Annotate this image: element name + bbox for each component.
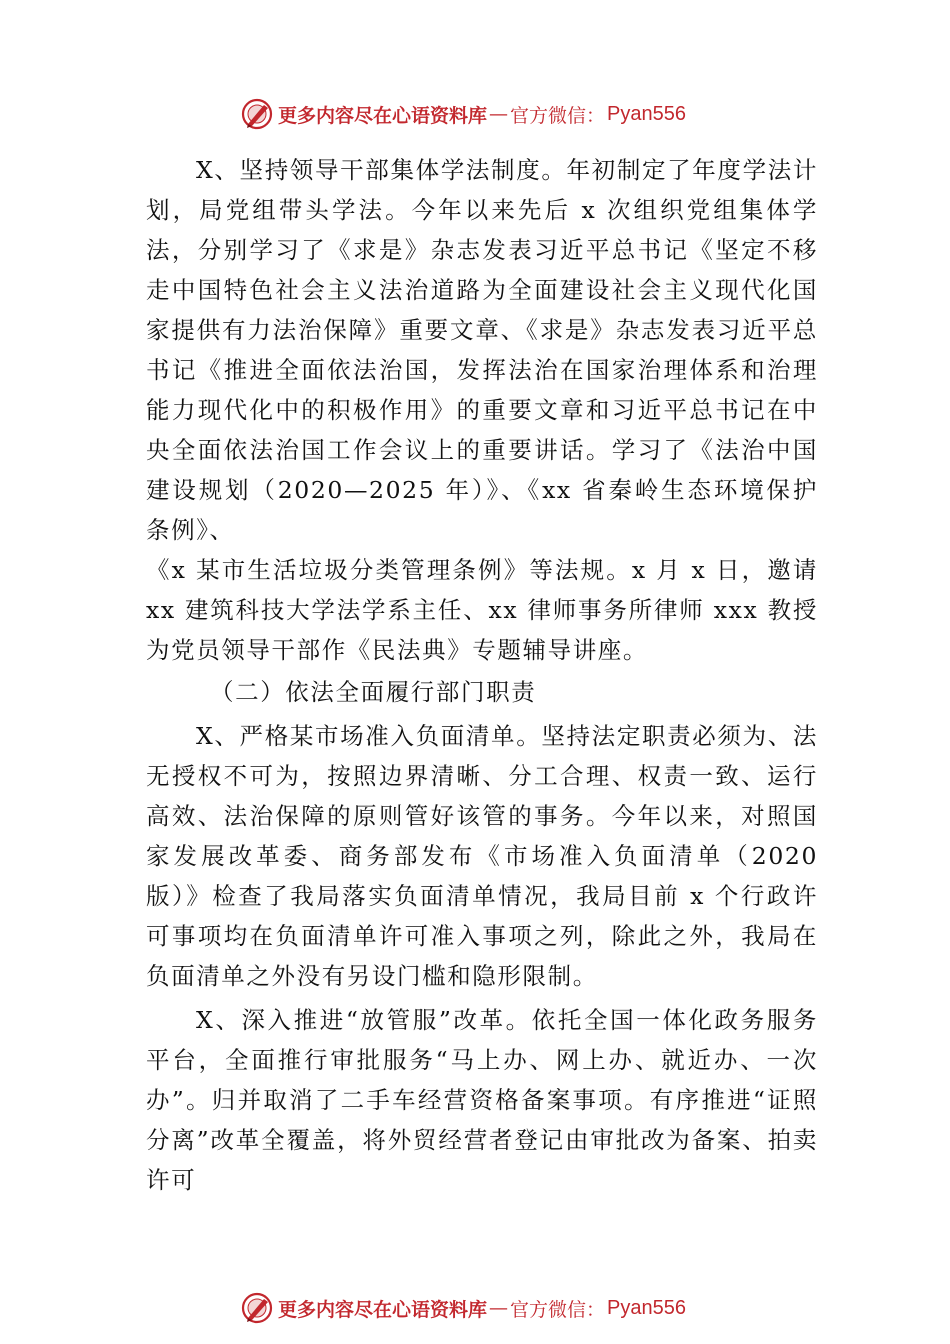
header-watermark xyxy=(240,96,760,132)
watermark-wechat-id: Pyan556 xyxy=(607,1296,686,1319)
paragraph-negative-list: X、严格某市场准入负面清单。坚持法定职责必须为、法无授权不可为，按照边界清晰、分工合理、权责一致、运行高效、法治保障的原则管好该管的事务。今年以来，对照国家发展改革委、商务部发布《市场准入负面清单（2020 版）》检查了我局落实负面清单情况，我局目前 x 个行政许可事项均在负面清单许可准入事项之列，除此之外，我局在负面清单之外没有另设门槛和隐形限制。 xyxy=(146,722,818,990)
watermark-suffix: 官方微信： xyxy=(510,1298,606,1321)
footer-watermark xyxy=(240,1290,760,1326)
pen-circle-logo-icon xyxy=(240,1291,274,1325)
watermark-wechat-id: Pyan556 xyxy=(607,102,686,125)
watermark-dash: — xyxy=(489,103,509,125)
paragraph-study-law-system: X、坚持领导干部集体学法制度。年初制定了年度学法计划，局党组带头学法。今年以来先后 x 次组织党组集体学法，分别学习了《求是》杂志发表习近平总书记《坚定不移走中国特色社会主义法治道路为全面建设社会主义现代化国家提供有力法治保障》重要文章、《求是》杂志发表习近平总书记《推进全面依法治国，发挥法治在国家治理体系和治理能力现代化中的积极作用》的重要文章和习近平总书记在中央全面依法治国工作会议上的重要讲话。学习了《法治中国建设规划（2020—2025 年）》、《xx 省秦岭生态环境保护条例》、 xyxy=(146,156,818,544)
paragraph-study-law-continued: 《x 某市生活垃圾分类管理条例》等法规。x 月 x 日，邀请 xx 建筑科技大学法学系主任、xx 律师事务所律师 xxx 教授为党员领导干部作《民法典》专题辅导讲座。 xyxy=(146,556,818,664)
pen-circle-logo-icon xyxy=(240,97,274,131)
watermark-prefix: 更多内容尽在心语资料库 xyxy=(278,104,488,127)
paragraph-service-reform: X、深入推进“放管服”改革。依托全国一体化政务服务平台，全面推行审批服务“马上办、网上办、就近办、一次办”。归并取消了二手车经营资格备案事项。有序推进“证照分离”改革全覆盖，将外贸经营者登记由审批改为备案、拍卖许可 xyxy=(146,1006,818,1194)
watermark-prefix: 更多内容尽在心语资料库 xyxy=(278,1298,488,1321)
watermark-dash: — xyxy=(489,1297,509,1319)
section-heading-duties: （二）依法全面履行部门职责 xyxy=(210,678,537,706)
watermark-suffix: 官方微信： xyxy=(510,104,606,127)
document-body xyxy=(146,150,818,1200)
